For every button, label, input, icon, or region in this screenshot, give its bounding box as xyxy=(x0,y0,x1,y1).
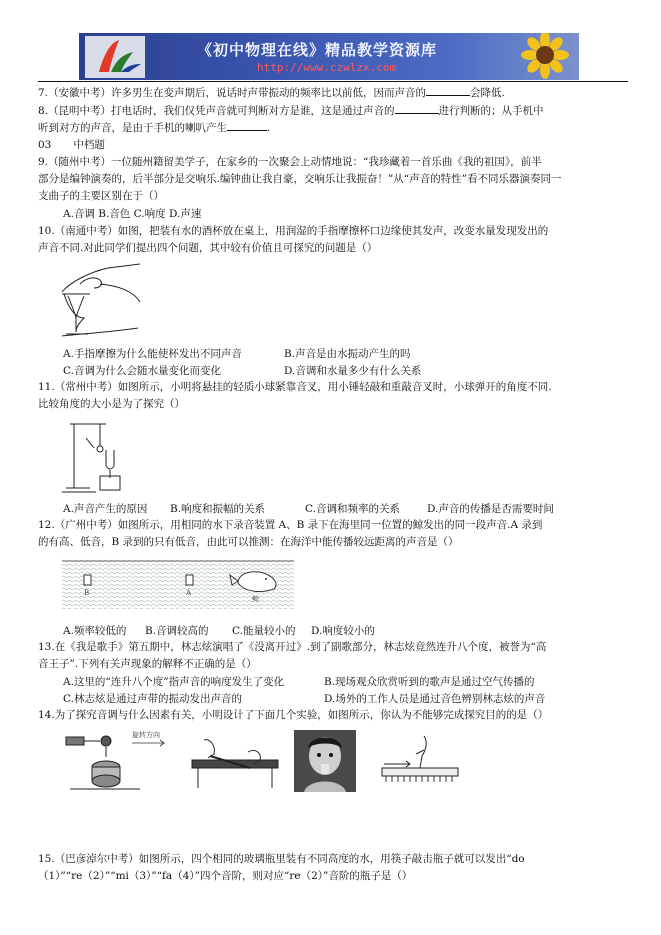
q8-blank-1 xyxy=(395,103,439,114)
q13-option-b: B.现场观众欣赏听到的歌声是通过空气传播的 xyxy=(324,676,535,688)
q7-text-end: 会降低. xyxy=(470,87,505,99)
fig-label-a: A xyxy=(186,589,192,597)
q8-text: 8.（昆明中考）打电话时，我们仅凭声音就可判断对方是谁，这是通过声音的 xyxy=(38,105,395,117)
q13-option-c: C.林志炫是通过声带的振动发出声音的 xyxy=(63,693,242,705)
q11-option-d: D.声音的传播是否需要时间 xyxy=(427,503,554,515)
question-14: 14.为了探究音调与什么因素有关，小明设计了下面几个实验，如图所示，你认为不能够完成探究目的的是（） xyxy=(38,709,549,721)
q12-option-a: A.频率较低的 xyxy=(63,625,127,637)
question-11-line-2: 比较角度的大小是为了探究（） xyxy=(38,398,185,410)
question-13: 13.在《我是歌手》第五期中，林志炫演唱了《没离开过》.到了副歌部分，林志炫竟然连升八个度，被誉为“高 xyxy=(38,641,547,653)
fig-label-whale: 鲸 xyxy=(252,595,259,603)
q10-option-b: B.声音是由水振动产生的吗 xyxy=(284,348,411,360)
fig-label-b: B xyxy=(84,589,90,597)
question-11: 11.（常州中考）如图所示，小明将悬挂的轻质小球紧靠音叉，用小锤轻敲和重敲音叉时，小球弹开的角度不同. xyxy=(38,381,552,393)
question-15-line-2: （1）”“re（2）”“mi（3）”“fa（4）”四个音阶，则对应“re（2）”音阶的瓶子是（） xyxy=(38,870,413,882)
question-12-line-2: 的有高、低音，B 录到的只有低音，由此可以推测：在海洋中能传播较远距离的声音是（） xyxy=(38,536,459,548)
ruler-table-figure xyxy=(190,734,280,790)
rotation-arrow-icon xyxy=(132,740,164,746)
question-9-options: A.音调 B.音色 C.响度 D.声速 xyxy=(63,208,202,220)
q8-text-3: 听到对方的声音，是由于手机的喇叭产生 xyxy=(38,122,227,134)
banner-title: 《初中物理在线》精品教学资源库 xyxy=(197,41,438,59)
section-number: 03 xyxy=(38,139,52,151)
question-9: 9.（随州中考）一位随州籍留美学子，在家乡的一次聚会上动情地说：“我珍藏着一首乐曲《我的祖国》，前半 xyxy=(38,156,542,168)
boy-humming-photo xyxy=(294,730,356,792)
q11-option-c: C.音调和频率的关系 xyxy=(305,503,400,515)
wine-glass-figure xyxy=(60,262,142,338)
comb-card-figure xyxy=(380,734,460,792)
q8-blank-2 xyxy=(227,120,267,131)
q10-option-c: C.音调为什么会随水量变化而变化 xyxy=(63,365,221,377)
q13-option-a: A.这里的“连升八个度”指声音的响度发生了变化 xyxy=(63,676,285,688)
ocean-recording-figure xyxy=(62,559,294,611)
banner-url: http://www.czwlzx.com xyxy=(257,61,397,74)
q10-option-d: D.音调和水量多少有什么关系 xyxy=(284,365,422,377)
question-15: 15.（巴彦淖尔中考）如图所示，四个相同的玻璃瓶里装有不同高度的水，用筷子敲击瓶子就可以发出“do xyxy=(38,853,525,865)
question-12: 12.（广州中考）如图所示，用相同的水下录音装置 A、B 录下在海里同一位置的鲸发出的同一段声音.A 录到 xyxy=(38,519,543,531)
question-8-line-2 xyxy=(38,120,628,135)
fig-label-rotation: 旋转方向 xyxy=(132,731,160,739)
header-rule xyxy=(38,81,628,82)
logo-icon xyxy=(85,36,145,78)
sunflower-icon xyxy=(511,33,579,80)
section-heading xyxy=(38,138,628,152)
question-8 xyxy=(38,103,628,118)
q7-blank xyxy=(426,85,470,96)
section-title: 中档题 xyxy=(73,139,105,151)
tuning-fork-figure xyxy=(60,418,130,498)
q8-text-4: . xyxy=(267,122,271,134)
q13-option-d: D.场外的工作人员是通过音色辨别林志炫的声音 xyxy=(324,693,546,705)
q7-text: 7.（安徽中考）许多男生在变声期后，说话时声带振动的频率比以前低，因而声音的 xyxy=(38,87,427,99)
rotating-gear-figure xyxy=(60,727,178,791)
question-10: 10.（南通中考）如图，把装有水的酒杯放在桌上，用润湿的手指摩擦杯口边缘使其发声，改变水量发现发出的 xyxy=(38,225,549,237)
q10-option-a: A.手指摩擦为什么能使杯发出不同声音 xyxy=(63,348,242,360)
question-13-line-2: 音王子”.下列有关声现象的解释不正确的是（） xyxy=(38,658,257,670)
header-banner xyxy=(79,33,579,80)
question-7 xyxy=(38,85,628,100)
q11-option-a: A.声音产生的原因 xyxy=(63,503,148,515)
q11-option-b: B.响度和振幅的关系 xyxy=(170,503,266,515)
question-10-line-2: 声音不同.对此同学们提出四个问题，其中较有价值且可探究的问题是（） xyxy=(38,242,378,254)
q8-text-2: 进行判断的；从手机中 xyxy=(438,105,544,117)
question-9-line-2: 部分是编钟演奏的，后半部分是交响乐.编钟曲让我自豪，交响乐让我振奋！”从“声音的特性”看不同乐器演奏同一 xyxy=(38,173,562,185)
question-9-line-3: 支曲子的主要区别在于（） xyxy=(38,190,164,202)
q12-option-c: C.能量较小的 xyxy=(232,625,296,637)
q12-option-d: D.响度较小的 xyxy=(311,625,375,637)
boy-face-icon xyxy=(294,730,356,792)
q12-option-b: B.音调较高的 xyxy=(145,625,209,637)
